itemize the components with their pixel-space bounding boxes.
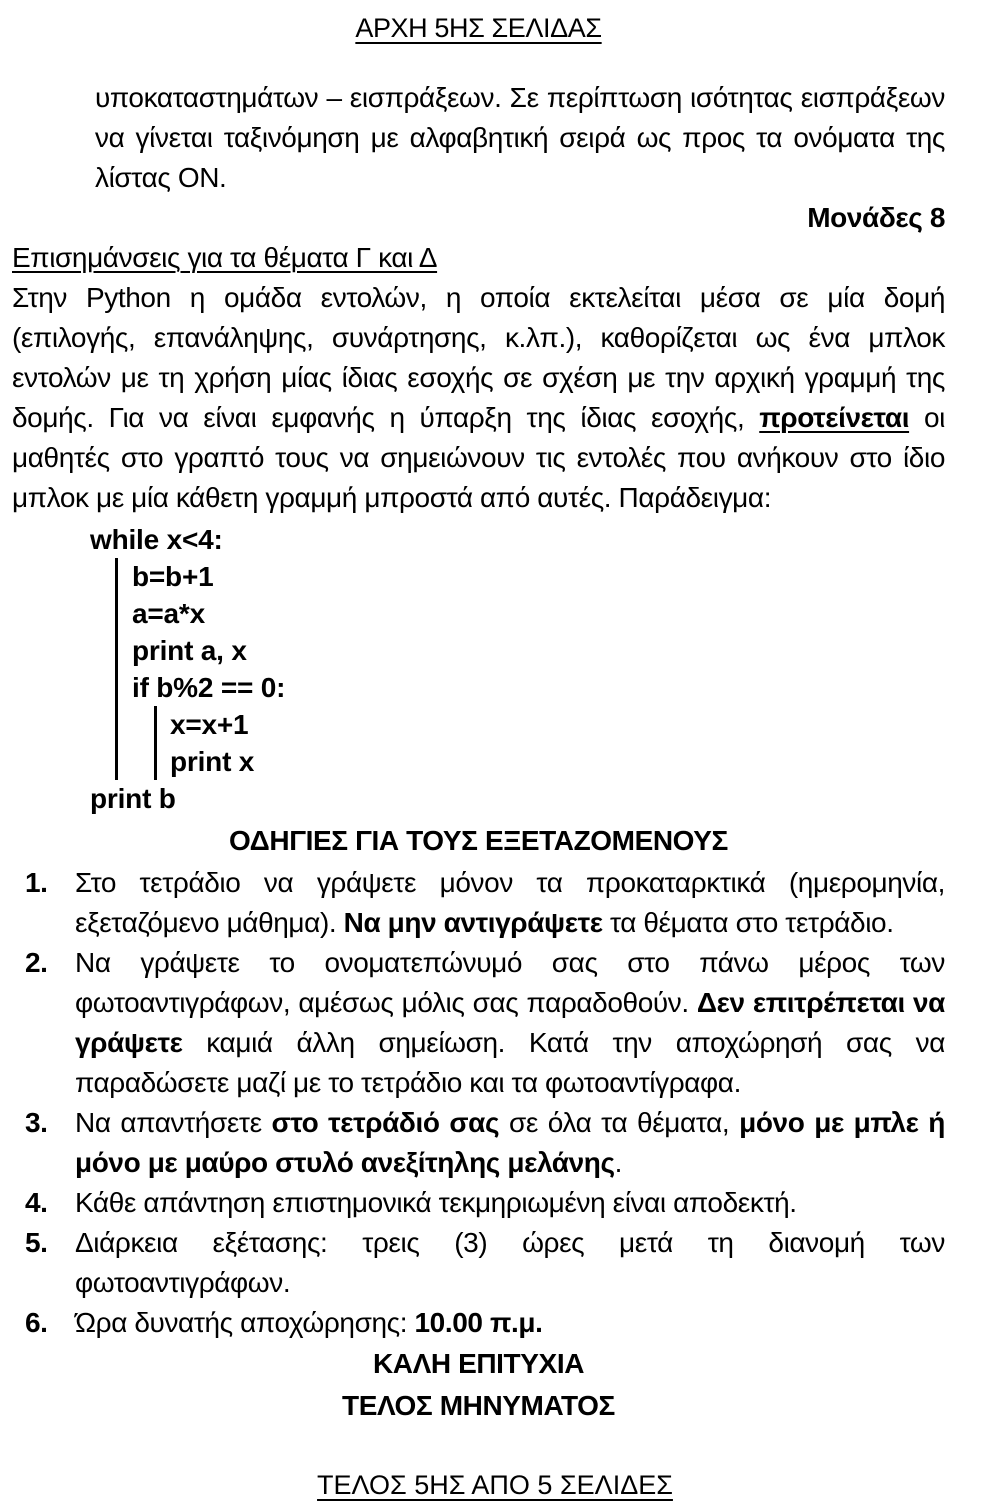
- text-run: προτείνεται: [759, 402, 910, 433]
- page-start-header: [12, 8, 945, 48]
- instruction-text: [75, 943, 945, 1103]
- instruction-text: [75, 1223, 945, 1303]
- code-line: print x: [170, 746, 255, 777]
- code-line-while: while x<4:: [90, 524, 223, 555]
- text-run: στο τετράδιό σας: [271, 1107, 500, 1138]
- good-luck-line: ΚΑΛΗ ΕΠΙΤΥΧΙΑ: [372, 1348, 585, 1379]
- code-line: print a, x: [132, 635, 247, 666]
- page-end-footer: [0, 1470, 990, 1501]
- instruction-number: 1.: [25, 867, 48, 898]
- code-line: x=x+1: [170, 709, 249, 740]
- instruction-item: [12, 1223, 945, 1303]
- text-run: καμιά άλλη σημείωση. Κατά την αποχώρησή σας να παραδώσετε μαζί με το τετράδιο και τα φωτοαντίγραφα.: [75, 1027, 945, 1098]
- page-start-header-text: ΑΡΧΗ 5ΗΣ ΣΕΛΙΔΑΣ: [355, 13, 602, 43]
- text-run: Ώρα δυνατής αποχώρησης:: [75, 1307, 415, 1338]
- text-run: Στην Python η ομάδα εντολών, η οποία εκτελείται μέσα σε μία δομή (επιλογής, επανάληψης, συνάρτησης, κ.λπ.), καθορίζεται ως ένα μπλοκ εντολών με τη χρήση μίας ίδιας εσοχής σε σχέση με την αρχική γραμμή της δομής. Για να είναι εμφανής η ύπαρξη της ίδιας εσοχής,: [12, 282, 945, 433]
- instructions-heading: ΟΔΗΓΙΕΣ ΓΙΑ ΤΟΥΣ ΕΞΕΤΑΖΟΜΕΝΟΥΣ: [229, 825, 728, 856]
- text-run: Διάρκεια εξέτασης: τρεις (3) ώρες μετά τη διανομή των φωτοαντιγράφων.: [75, 1227, 945, 1298]
- text-run: Να γράψετε το ονοματεπώνυμό σας στο πάνω μέρος των φωτοαντιγράφων, αμέσως μόλις σας παραδοθούν.: [75, 947, 945, 1018]
- code-line: a=a*x: [132, 598, 205, 629]
- text-run: οι μαθητές στο γραπτό τους να σημειώνουν τις εντολές που ανήκουν στο ίδιο μπλοκ με μία κάθετη γραμμή μπροστά από αυτές. Παράδειγμα:: [12, 402, 945, 513]
- end-of-message-line: ΤΕΛΟΣ ΜΗΝΥΜΑΤΟΣ: [342, 1390, 615, 1421]
- text-run: Δεν επιτρέπεται να γράψετε: [75, 987, 945, 1058]
- instruction-item: [12, 943, 945, 1103]
- text-run: Στο τετράδιο να γράψετε μόνον τα προκαταρκτικά (ημερομηνία, εξεταζόμενο μάθημα).: [75, 867, 945, 938]
- question-continuation-paragraph: υποκαταστημάτων – εισπράξεων. Σε περίπτωση ισότητας εισπράξεων να γίνεται ταξινόμηση με αλφαβητική σειρά ως προς τα ονόματα της λίστας ΟΝ.: [95, 82, 945, 193]
- instruction-text: [75, 1103, 945, 1183]
- text-run: μόνο με μπλε ή μόνο με μαύρο στυλό ανεξίτηλης μελάνης: [75, 1107, 945, 1178]
- text-run: σε όλα τα θέματα,: [499, 1107, 740, 1138]
- code-outer-block: [115, 558, 945, 780]
- instruction-item: [12, 1103, 945, 1183]
- notes-paragraph: [12, 278, 945, 518]
- text-run: Κάθε απάντηση επιστημονικά τεκμηριωμένη είναι αποδεκτή.: [75, 1187, 797, 1218]
- instruction-text: [75, 1303, 945, 1343]
- instruction-text: [75, 863, 945, 943]
- text-run: Να μην αντιγράψετε: [343, 907, 603, 938]
- points-label: Μονάδες 8: [807, 202, 945, 233]
- instruction-item: [12, 1303, 945, 1343]
- code-inner-block: [154, 706, 945, 780]
- instruction-number: 5.: [25, 1227, 48, 1258]
- instruction-item: [12, 863, 945, 943]
- text-run: Να απαντήσετε: [75, 1107, 272, 1138]
- instruction-number: 3.: [25, 1107, 48, 1138]
- text-run: τα θέματα στο τετράδιο.: [602, 907, 894, 938]
- instructions-list: [12, 863, 945, 1343]
- page-end-footer-text: ΤΕΛΟΣ 5ΗΣ ΑΠΟ 5 ΣΕΛΙΔΕΣ: [317, 1470, 673, 1500]
- notes-heading: Επισημάνσεις για τα θέματα Γ και Δ: [12, 242, 438, 273]
- text-run: .: [614, 1147, 623, 1178]
- instruction-item: [12, 1183, 945, 1223]
- instruction-number: 6.: [25, 1307, 48, 1338]
- instruction-number: 2.: [25, 947, 48, 978]
- code-line-print-b: print b: [90, 783, 176, 814]
- text-run: 10.00 π.μ.: [414, 1307, 543, 1338]
- python-code-example: [90, 521, 945, 817]
- instruction-number: 4.: [25, 1187, 48, 1218]
- instruction-text: [75, 1183, 945, 1223]
- code-line: if b%2 == 0:: [132, 672, 286, 703]
- code-line: b=b+1: [132, 561, 214, 592]
